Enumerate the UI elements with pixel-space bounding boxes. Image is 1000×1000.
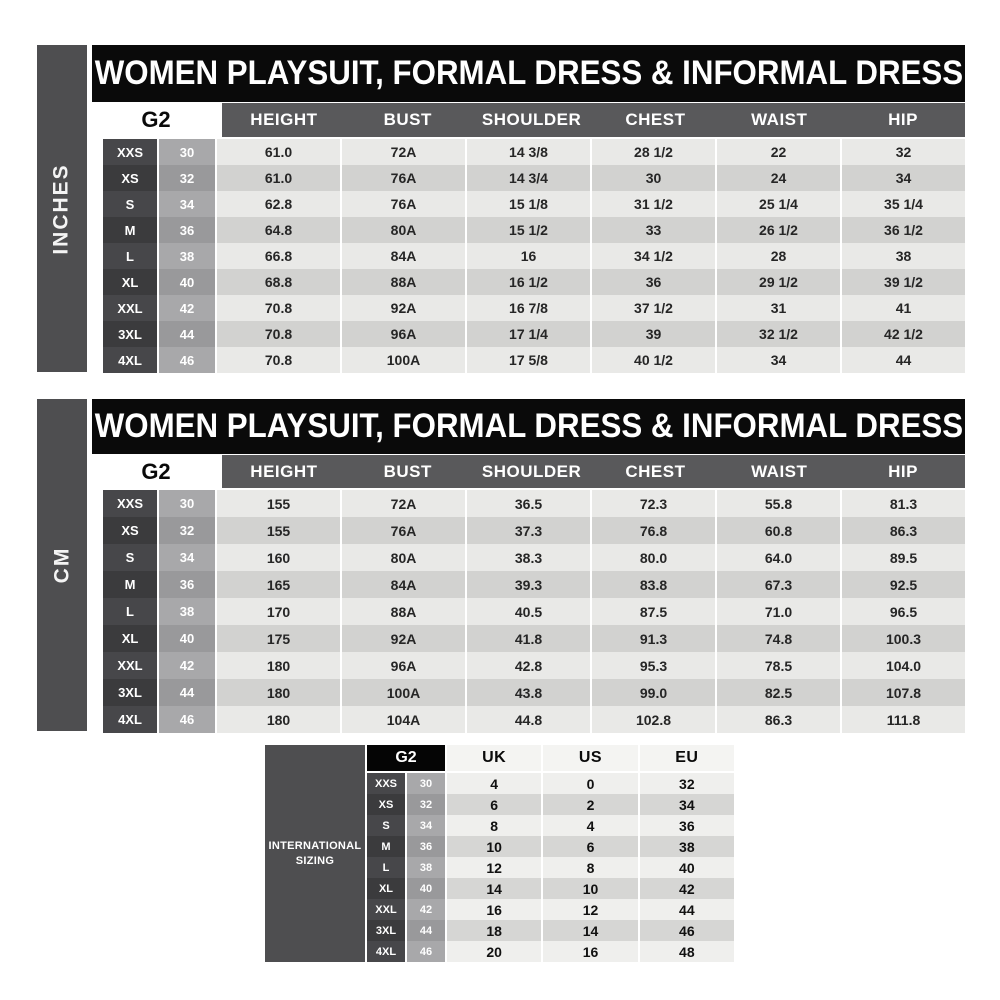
column-header-chest: CHEST xyxy=(625,461,686,481)
table-row xyxy=(367,878,734,899)
value-cell: 155 xyxy=(217,517,340,544)
value-cell: 81.3 xyxy=(842,490,965,517)
size-label-cell: XXS xyxy=(103,139,157,165)
table-row xyxy=(367,773,734,794)
value-cell: 86.3 xyxy=(717,706,840,733)
value-cell: 87.5 xyxy=(592,598,715,625)
column-header-waist: WAIST xyxy=(751,110,808,129)
value-cell: 96A xyxy=(342,321,465,347)
value-cell: 32 1/2 xyxy=(717,321,840,347)
value-cell: 44 xyxy=(842,347,965,373)
size-label-cell: XXS xyxy=(103,490,157,517)
value-cell: 92A xyxy=(342,625,465,652)
value-cell: 70.8 xyxy=(217,321,340,347)
size-label-cell: 4XL xyxy=(367,941,405,962)
column-header-height: HEIGHT xyxy=(250,461,318,481)
value-cell: 62.8 xyxy=(217,191,340,217)
value-cell: 80A xyxy=(342,544,465,571)
value-cell: 61.0 xyxy=(217,165,340,191)
column-headers xyxy=(222,103,965,137)
size-label-cell: XXL xyxy=(367,899,405,920)
table-content xyxy=(92,45,965,373)
value-cell: 34 xyxy=(842,165,965,191)
value-cell: 39 xyxy=(592,321,715,347)
value-cell: 76.8 xyxy=(592,517,715,544)
size-label-cell: 4XL xyxy=(103,706,157,733)
value-cell: 38 xyxy=(640,836,734,857)
value-cell: 84A xyxy=(342,571,465,598)
table-row xyxy=(103,706,965,733)
size-number-cell: 40 xyxy=(159,269,215,295)
value-cell: 0 xyxy=(543,773,637,794)
value-cell: 74.8 xyxy=(717,625,840,652)
size-label-cell: S xyxy=(103,544,157,571)
value-cell: 8 xyxy=(447,815,541,836)
table-body xyxy=(92,139,965,373)
size-number-cell: 36 xyxy=(159,217,215,243)
value-cell: 16 1/2 xyxy=(467,269,590,295)
size-number-cell: 36 xyxy=(159,571,215,598)
value-cell: 10 xyxy=(447,836,541,857)
value-cell: 28 xyxy=(717,243,840,269)
value-cell: 38.3 xyxy=(467,544,590,571)
table-header-row xyxy=(92,103,965,137)
table-row xyxy=(103,139,965,165)
value-cell: 24 xyxy=(717,165,840,191)
table-row xyxy=(367,836,734,857)
value-cell: 80A xyxy=(342,217,465,243)
value-cell: 44.8 xyxy=(467,706,590,733)
table-header-row xyxy=(92,455,965,488)
size-label-cell: 3XL xyxy=(103,679,157,706)
size-number-cell: 44 xyxy=(407,920,445,941)
cm-size-table xyxy=(37,399,965,731)
table-row xyxy=(103,571,965,598)
size-label-cell: 3XL xyxy=(103,321,157,347)
value-cell: 104A xyxy=(342,706,465,733)
value-cell: 61.0 xyxy=(217,139,340,165)
value-cell: 40.5 xyxy=(467,598,590,625)
value-cell: 12 xyxy=(543,899,637,920)
value-cell: 67.3 xyxy=(717,571,840,598)
international-label-line2: SIZING xyxy=(295,854,335,867)
column-header-hip: HIP xyxy=(888,110,918,129)
size-label-cell: XS xyxy=(103,165,157,191)
international-label-line1: INTERNATIONAL xyxy=(268,839,362,852)
value-cell: 175 xyxy=(217,625,340,652)
international-sizing-label-block xyxy=(265,745,365,962)
value-cell: 180 xyxy=(217,706,340,733)
table-row xyxy=(103,217,965,243)
unit-label-inches: INCHES xyxy=(50,162,74,255)
size-number-cell: 32 xyxy=(407,794,445,815)
table-row xyxy=(103,321,965,347)
size-number-cell: 42 xyxy=(159,295,215,321)
value-cell: 165 xyxy=(217,571,340,598)
value-cell: 31 1/2 xyxy=(592,191,715,217)
column-header-shoulder: SHOULDER xyxy=(481,461,582,481)
column-header-shoulder: SHOULDER xyxy=(481,110,582,129)
value-cell: 22 xyxy=(717,139,840,165)
size-label-cell: XL xyxy=(103,625,157,652)
size-number-cell: 46 xyxy=(159,706,215,733)
value-cell: 95.3 xyxy=(592,652,715,679)
value-cell: 44 xyxy=(640,899,734,920)
table-row xyxy=(367,920,734,941)
value-cell: 29 1/2 xyxy=(717,269,840,295)
table-row xyxy=(103,679,965,706)
value-cell: 4 xyxy=(543,815,637,836)
column-header-us: US xyxy=(543,745,637,771)
value-cell: 60.8 xyxy=(717,517,840,544)
value-cell: 12 xyxy=(447,857,541,878)
table-row xyxy=(103,269,965,295)
value-cell: 111.8 xyxy=(842,706,965,733)
table-title: WOMEN PLAYSUIT, FORMAL DRESS & INFORMAL DRESS xyxy=(94,407,963,445)
international-header-row xyxy=(367,745,734,771)
size-number-cell: 38 xyxy=(159,243,215,269)
value-cell: 36 xyxy=(640,815,734,836)
value-cell: 82.5 xyxy=(717,679,840,706)
value-cell: 30 xyxy=(592,165,715,191)
value-cell: 99.0 xyxy=(592,679,715,706)
unit-sidebar-inches xyxy=(37,45,87,372)
value-cell: 46 xyxy=(640,920,734,941)
table-row xyxy=(103,243,965,269)
size-label-cell: L xyxy=(367,857,405,878)
value-cell: 40 xyxy=(640,857,734,878)
size-number-cell: 38 xyxy=(407,857,445,878)
value-cell: 155 xyxy=(217,490,340,517)
column-header-chest: CHEST xyxy=(625,110,686,129)
size-number-cell: 42 xyxy=(407,899,445,920)
column-headers xyxy=(447,745,734,771)
value-cell: 33 xyxy=(592,217,715,243)
value-cell: 41 xyxy=(842,295,965,321)
value-cell: 18 xyxy=(447,920,541,941)
value-cell: 16 xyxy=(467,243,590,269)
value-cell: 78.5 xyxy=(717,652,840,679)
value-cell: 34 xyxy=(640,794,734,815)
value-cell: 107.8 xyxy=(842,679,965,706)
value-cell: 48 xyxy=(640,941,734,962)
column-header-hip: HIP xyxy=(888,461,918,481)
size-number-cell: 46 xyxy=(407,941,445,962)
g2-header: G2 xyxy=(92,103,220,137)
column-header-height: HEIGHT xyxy=(250,110,318,129)
value-cell: 70.8 xyxy=(217,347,340,373)
g2-header: G2 xyxy=(367,745,445,771)
value-cell: 102.8 xyxy=(592,706,715,733)
size-number-cell: 30 xyxy=(159,490,215,517)
value-cell: 15 1/2 xyxy=(467,217,590,243)
table-row xyxy=(367,794,734,815)
size-number-cell: 34 xyxy=(159,191,215,217)
value-cell: 26 1/2 xyxy=(717,217,840,243)
table-row xyxy=(103,598,965,625)
value-cell: 16 xyxy=(543,941,637,962)
size-number-cell: 32 xyxy=(159,517,215,544)
size-number-cell: 46 xyxy=(159,347,215,373)
value-cell: 43.8 xyxy=(467,679,590,706)
table-row xyxy=(103,295,965,321)
value-cell: 180 xyxy=(217,652,340,679)
column-header-uk: UK xyxy=(447,745,541,771)
size-number-cell: 44 xyxy=(159,321,215,347)
value-cell: 42 xyxy=(640,878,734,899)
value-cell: 28 1/2 xyxy=(592,139,715,165)
value-cell: 68.8 xyxy=(217,269,340,295)
value-cell: 36 xyxy=(592,269,715,295)
table-title-bar xyxy=(92,45,965,102)
column-header-eu: EU xyxy=(640,745,734,771)
value-cell: 37 1/2 xyxy=(592,295,715,321)
value-cell: 92.5 xyxy=(842,571,965,598)
value-cell: 96.5 xyxy=(842,598,965,625)
value-cell: 88A xyxy=(342,269,465,295)
value-cell: 6 xyxy=(543,836,637,857)
value-cell: 14 3/4 xyxy=(467,165,590,191)
size-label-cell: XS xyxy=(367,794,405,815)
table-body xyxy=(367,773,734,962)
value-cell: 36 1/2 xyxy=(842,217,965,243)
column-headers xyxy=(222,455,965,488)
international-sizing-table xyxy=(265,745,734,962)
size-label-cell: L xyxy=(103,598,157,625)
size-number-cell: 36 xyxy=(407,836,445,857)
table-row xyxy=(103,165,965,191)
value-cell: 34 xyxy=(717,347,840,373)
value-cell: 88A xyxy=(342,598,465,625)
value-cell: 80.0 xyxy=(592,544,715,571)
g2-header: G2 xyxy=(92,455,220,488)
table-row xyxy=(103,544,965,571)
value-cell: 17 1/4 xyxy=(467,321,590,347)
value-cell: 20 xyxy=(447,941,541,962)
value-cell: 41.8 xyxy=(467,625,590,652)
size-number-cell: 44 xyxy=(159,679,215,706)
value-cell: 38 xyxy=(842,243,965,269)
value-cell: 64.0 xyxy=(717,544,840,571)
table-row xyxy=(367,815,734,836)
column-header-bust: BUST xyxy=(383,110,432,129)
table-title: WOMEN PLAYSUIT, FORMAL DRESS & INFORMAL DRESS xyxy=(94,54,963,92)
value-cell: 36.5 xyxy=(467,490,590,517)
size-number-cell: 30 xyxy=(159,139,215,165)
value-cell: 72A xyxy=(342,139,465,165)
value-cell: 32 xyxy=(640,773,734,794)
value-cell: 10 xyxy=(543,878,637,899)
table-title-bar xyxy=(92,399,965,454)
value-cell: 32 xyxy=(842,139,965,165)
value-cell: 86.3 xyxy=(842,517,965,544)
table-content xyxy=(92,399,965,733)
value-cell: 40 1/2 xyxy=(592,347,715,373)
size-number-cell: 38 xyxy=(159,598,215,625)
size-number-cell: 42 xyxy=(159,652,215,679)
inches-size-table xyxy=(37,45,965,372)
size-number-cell: 32 xyxy=(159,165,215,191)
size-label-cell: M xyxy=(103,217,157,243)
table-row xyxy=(103,652,965,679)
value-cell: 76A xyxy=(342,165,465,191)
size-number-cell: 40 xyxy=(407,878,445,899)
table-row xyxy=(367,941,734,962)
column-header-waist: WAIST xyxy=(751,461,808,481)
value-cell: 55.8 xyxy=(717,490,840,517)
value-cell: 31 xyxy=(717,295,840,321)
value-cell: 104.0 xyxy=(842,652,965,679)
size-label-cell: XS xyxy=(103,517,157,544)
value-cell: 83.8 xyxy=(592,571,715,598)
value-cell: 17 5/8 xyxy=(467,347,590,373)
table-row xyxy=(103,625,965,652)
value-cell: 8 xyxy=(543,857,637,878)
value-cell: 14 3/8 xyxy=(467,139,590,165)
value-cell: 14 xyxy=(447,878,541,899)
value-cell: 25 1/4 xyxy=(717,191,840,217)
value-cell: 16 7/8 xyxy=(467,295,590,321)
international-table-content xyxy=(367,745,734,962)
value-cell: 39 1/2 xyxy=(842,269,965,295)
table-row xyxy=(103,347,965,373)
value-cell: 92A xyxy=(342,295,465,321)
table-row xyxy=(103,490,965,517)
value-cell: 37.3 xyxy=(467,517,590,544)
unit-label-cm: CM xyxy=(49,546,73,584)
value-cell: 6 xyxy=(447,794,541,815)
value-cell: 89.5 xyxy=(842,544,965,571)
value-cell: 66.8 xyxy=(217,243,340,269)
value-cell: 42 1/2 xyxy=(842,321,965,347)
table-body xyxy=(92,490,965,733)
size-number-cell: 30 xyxy=(407,773,445,794)
size-label-cell: XXL xyxy=(103,295,157,321)
value-cell: 71.0 xyxy=(717,598,840,625)
value-cell: 100.3 xyxy=(842,625,965,652)
value-cell: 70.8 xyxy=(217,295,340,321)
value-cell: 76A xyxy=(342,517,465,544)
value-cell: 100A xyxy=(342,347,465,373)
size-label-cell: M xyxy=(367,836,405,857)
value-cell: 2 xyxy=(543,794,637,815)
value-cell: 96A xyxy=(342,652,465,679)
value-cell: 170 xyxy=(217,598,340,625)
value-cell: 16 xyxy=(447,899,541,920)
value-cell: 14 xyxy=(543,920,637,941)
size-label-cell: XXL xyxy=(103,652,157,679)
value-cell: 160 xyxy=(217,544,340,571)
size-label-cell: L xyxy=(103,243,157,269)
size-label-cell: XL xyxy=(367,878,405,899)
value-cell: 76A xyxy=(342,191,465,217)
value-cell: 15 1/8 xyxy=(467,191,590,217)
table-row xyxy=(367,899,734,920)
size-label-cell: S xyxy=(103,191,157,217)
value-cell: 35 1/4 xyxy=(842,191,965,217)
value-cell: 42.8 xyxy=(467,652,590,679)
column-header-bust: BUST xyxy=(383,461,432,481)
value-cell: 39.3 xyxy=(467,571,590,598)
size-label-cell: XXS xyxy=(367,773,405,794)
value-cell: 180 xyxy=(217,679,340,706)
value-cell: 72A xyxy=(342,490,465,517)
size-number-cell: 34 xyxy=(159,544,215,571)
table-row xyxy=(103,517,965,544)
value-cell: 72.3 xyxy=(592,490,715,517)
value-cell: 100A xyxy=(342,679,465,706)
unit-sidebar-cm xyxy=(37,399,87,731)
size-number-cell: 40 xyxy=(159,625,215,652)
size-label-cell: S xyxy=(367,815,405,836)
size-label-cell: 3XL xyxy=(367,920,405,941)
size-label-cell: M xyxy=(103,571,157,598)
value-cell: 64.8 xyxy=(217,217,340,243)
size-label-cell: 4XL xyxy=(103,347,157,373)
table-row xyxy=(103,191,965,217)
value-cell: 84A xyxy=(342,243,465,269)
value-cell: 91.3 xyxy=(592,625,715,652)
size-number-cell: 34 xyxy=(407,815,445,836)
value-cell: 4 xyxy=(447,773,541,794)
value-cell: 34 1/2 xyxy=(592,243,715,269)
table-row xyxy=(367,857,734,878)
size-label-cell: XL xyxy=(103,269,157,295)
